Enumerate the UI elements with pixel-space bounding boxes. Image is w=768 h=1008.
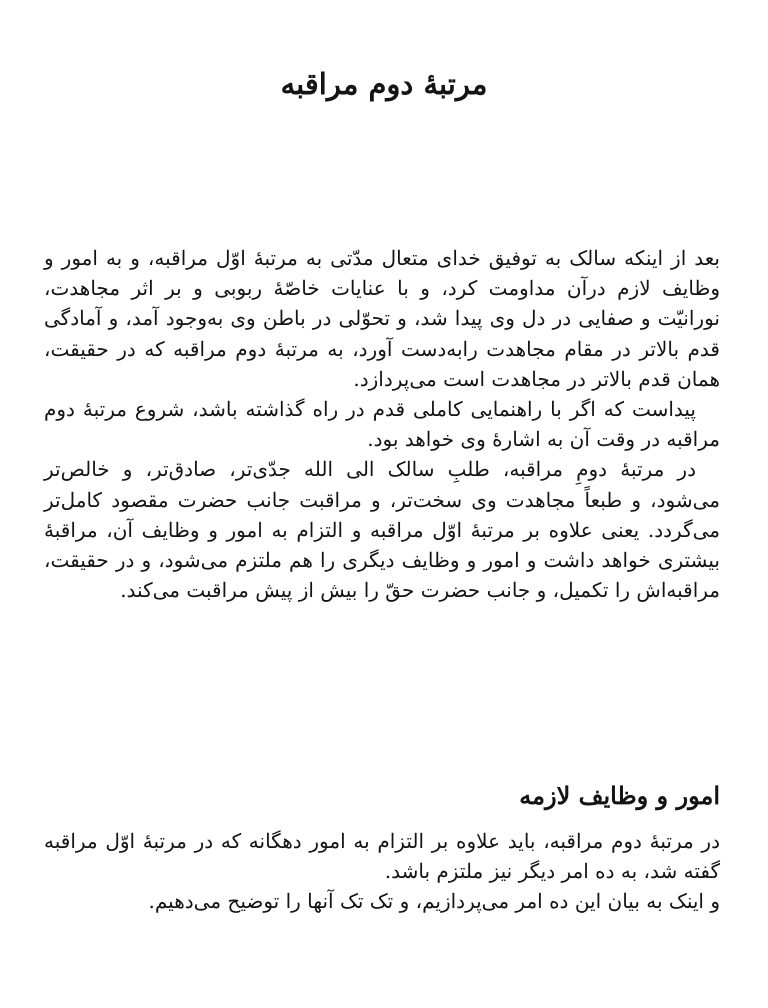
chapter-body [44, 243, 720, 605]
paragraph-2: پیداست که اگر با راهنمایی کاملی قدم در راه گذاشته باشد، شروع مرتبهٔ دوم مراقبه در وقت آن به اشارهٔ وی خواهد بود. [44, 397, 720, 452]
section-heading: امور و وظایف لازمه [519, 781, 720, 810]
section-body [44, 826, 720, 917]
paragraph-3: در مرتبهٔ دومِ مراقبه، طلبِ سالک الی الله جدّی‌تر، صادق‌تر، و خالص‌تر می‌شود، و طبعاً مجاهدت وی سخت‌تر، و مراقبت جانب حضرت مقصود کامل‌تر می‌گردد. یعنی علاوه بر مرتبهٔ اوّل مراقبه و التزام به امور و وظایف آن، مراقبهٔ بیشتری خواهد داشت و امور و وظایف دیگری را هم ملتزم می‌شود، و در حقیقت، مراقبه‌اش را تکمیل، و جانب حضرت حقّ را بیش از پیش مراقبت می‌کند. [44, 457, 720, 603]
section-paragraph-1: در مرتبهٔ دوم مراقبه، باید علاوه بر التزام به امور دهگانه که در مرتبهٔ اوّل مراقبه گفته شد، به ده امر دیگر نیز ملتزم باشد. [44, 829, 720, 884]
chapter-title: مرتبهٔ دوم مراقبه [280, 67, 488, 101]
section-paragraph-2: و اینک به بیان این ده امر می‌پردازیم، و تک تک آنها را توضیح می‌دهیم. [148, 889, 720, 914]
paragraph-1: بعد از اینکه سالک به توفیق خدای متعال مدّتی به مرتبهٔ اوّل مراقبه، و به امور و وظایف لازم درآن مداومت کرد، و با عنایات خاصّهٔ ربوبی و بر اثر مجاهدت، نورانیّت و صفایی در دل وی پیدا شد، و تحوّلی در باطن وی به‌وجود آمد، و آمادگی قدم بالاتر در مقام مجاهدت رابه‌دست آورد، به مرتبهٔ دوم مراقبه که در حقیقت، همان قدم بالاتر در مجاهدت است می‌پردازد. [44, 246, 720, 391]
